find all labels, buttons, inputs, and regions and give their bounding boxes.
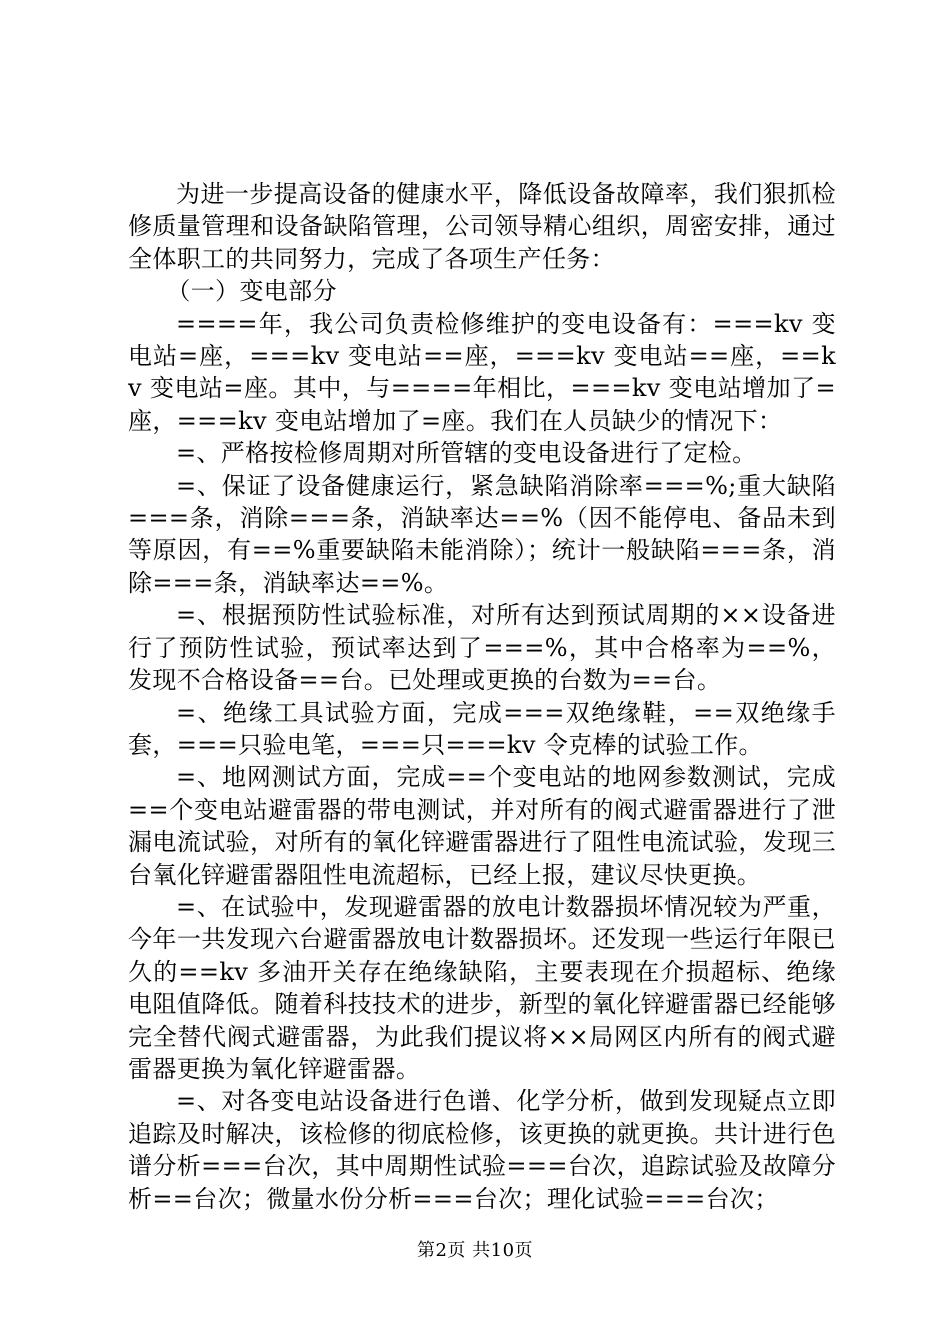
paragraph-item-4: =、绝缘工具试验方面，完成===双绝缘鞋，==双绝缘手套，===只验电笔，===只===kv 令克棒的试验工作。 xyxy=(128,698,836,759)
paragraph-item-1: =、严格按检修周期对所管辖的变电设备进行了定检。 xyxy=(176,439,757,468)
paragraph-item-6: =、在试验中，发现避雷器的放电计数器损坏情况较为严重，今年一共发现六台避雷器放电计数器损坏。还发现一些运行年限已久的==kv 多油开关存在绝缘缺陷，主要表现在介损超标、绝缘电阻值降低。随着科技技术的进步，新型的氧化锌避雷器已经能够完全替代阀式避雷器，为此我们提议将××局网区内所有的阀式避雷器更换为氧化锌避雷器。 xyxy=(128,892,836,1083)
paragraph-item-7: =、对各变电站设备进行色谱、化学分析，做到发现疑点立即追踪及时解决，该检修的彻底检修，该更换的就更换。共计进行色谱分析===台次，其中周期性试验===台次，追踪试验及故障分析==台次；微量水份分析===台次；理化试验===台次； xyxy=(128,1087,836,1213)
document-body xyxy=(128,178,836,1215)
paragraph-item-2: =、保证了设备健康运行，紧急缺陷消除率===%;重大缺陷===条，消除===条，消缺率达==%（因不能停电、备品未到等原因，有==%重要缺陷未能消除）；统计一般缺陷===条，消除===条，消缺率达==%。 xyxy=(128,471,836,597)
paragraph-substation-summary: ====年，我公司负责检修维护的变电设备有：===kv 变电站=座，===kv 变电站==座，===kv 变电站==座，==kv 变电站=座。其中，与====年相比，===kv 变电站增加了=座，===kv 变电站增加了=座。我们在人员缺少的情况下： xyxy=(128,309,836,435)
section-heading: （一）变电部分 xyxy=(166,277,337,306)
page-number-footer: 第2页 共10页 xyxy=(416,1240,534,1261)
paragraph-item-3: =、根据预防性试验标准，对所有达到预试周期的××设备进行了预防性试验，预试率达到了===%，其中合格率为==%，发现不合格设备==台。已处理或更换的台数为==台。 xyxy=(128,601,836,695)
intro-paragraph: 为进一步提高设备的健康水平，降低设备故障率，我们狠抓检修质量管理和设备缺陷管理，公司领导精心组织，周密安排，通过全体职工的共同努力，完成了各项生产任务： xyxy=(128,180,836,273)
paragraph-item-5: =、地网测试方面，完成==个变电站的地网参数测试，完成==个变电站避雷器的带电测试，并对所有的阀式避雷器进行了泄漏电流试验，对所有的氧化锌避雷器进行了阻性电流试验，发现三台氧化锌避雷器阻性电流超标，已经上报，建议尽快更换。 xyxy=(128,763,836,889)
